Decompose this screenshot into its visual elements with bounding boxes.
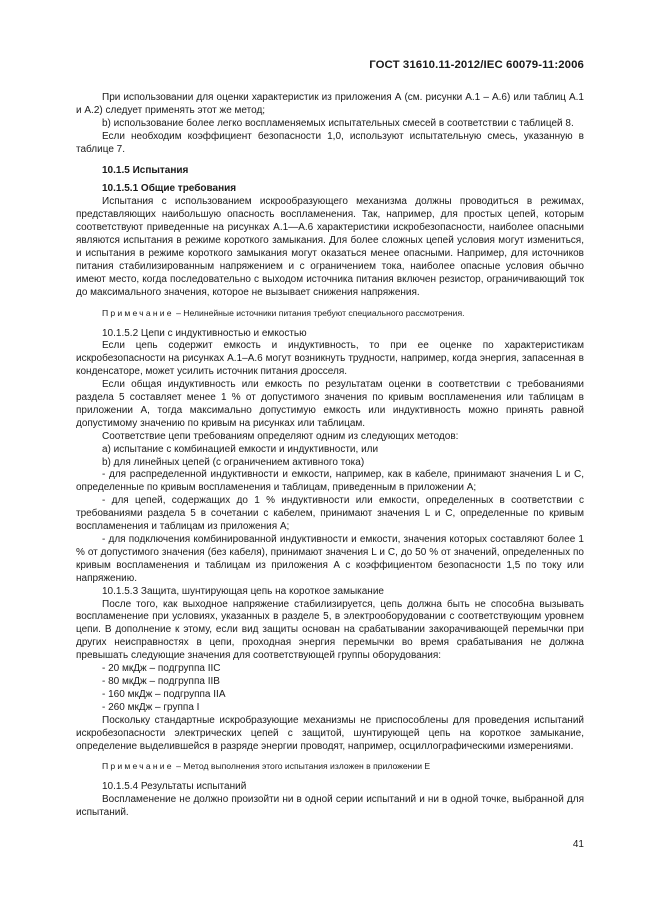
subsection-heading: 10.1.5.1 Общие требования <box>102 183 237 195</box>
document-body <box>76 92 584 820</box>
paragraph: - для цепей, содержащих до 1 % индуктивности или емкости, определенных в соответствии с требованиями раздела 5 в сочетании с кабелем, принимают значения L и C, определенные по кривым воспламенения и таблицам из приложения А; <box>76 495 584 533</box>
paragraph: b) использование более легко воспламеняемых испытательных смесей в соответствии с таблицей 8. <box>102 117 574 129</box>
subsection-heading: 10.1.5.2 Цепи с индуктивностью и емкостью <box>102 327 307 339</box>
paragraph: Воспламенение не должно произойти ни в одной серии испытаний и ни в одной точке, выбранной для испытаний. <box>76 794 584 819</box>
paragraph: При использовании для оценки характеристик из приложения А (см. рисунки А.1 – А.6) или таблиц А.1 и А.2) следует применять этот же метод; <box>76 92 584 116</box>
page-number: 41 <box>572 839 584 850</box>
list-item: - 80 мкДж – подгруппа IIB <box>102 675 220 687</box>
list-item: - 260 мкДж – группа I <box>102 701 200 713</box>
paragraph: b) для линейных цепей (с ограничением активного тока) <box>102 456 365 468</box>
paragraph: Если необходим коэффициент безопасности 1,0, используют испытательную смесь, указанную в таблице 7. <box>76 130 584 155</box>
paragraph: Испытания с использованием искрообразующего механизма должны проводиться в режимах, представляющих наибольшую опасность воспламенения. Так, например, для простых цепей, которым соответствуют приведенные на рисунках А.1—А.6 характеристики искробезопасности, наиболее опасными являются испытания в режиме короткого замыкания. Для более сложных цепей условия могут измениться, и испытания в режиме короткого замыкания могут оказаться менее опасными. Например, для источников питания стабилизированным напряжением и с ограничением тока, наиболее опасные условия обычно имеют место, когда последовательно с выходом источника питания включен резистор, ограничивающий ток до максимального значения, которое не вызывает снижения напряжения. <box>76 196 584 298</box>
subsection-heading: 10.1.5.3 Защита, шунтирующая цепь на короткое замыкание <box>102 585 384 597</box>
paragraph: Если общая индуктивность или емкость по результатам оценки в соответствии с требованиями раздела 5 составляет менее 1 % от допустимого значения по кривым воспламенения или таблицам в приложении А, тогда максимально допустимую емкость или индуктивность можно принять равной допустимому значению по кривым на рисунках или таблицам. <box>76 379 584 429</box>
paragraph: - для подключения комбинированной индуктивности и емкости, значения которых составляют более 1 % от допустимого значения (без кабеля), принимают значения L и C, до 50 % от значений, определенных по кривым воспламенения и таблицам из приложения А с коэффициентом безопасности 1,5 по току или напряжению. <box>76 534 584 584</box>
list-item: - 160 мкДж – подгруппа IIA <box>102 688 226 700</box>
document-header: ГОСТ 31610.11-2012/IEC 60079-11:2006 <box>369 59 584 71</box>
paragraph: а) испытание с комбинацией емкости и индуктивности, или <box>102 443 379 455</box>
paragraph: Если цепь содержит емкость и индуктивность, то при ее оценке по характеристикам искробезопасности на рисунках А.1–А.6 могут возникнуть трудности, например, когда энергия, запасенная в конденсаторе, может усилить источник питания дросселя. <box>76 340 584 378</box>
note-label: Примечание <box>102 761 174 772</box>
list-item: - 20 мкДж – подгруппа IIC <box>102 663 221 675</box>
note <box>76 307 584 320</box>
paragraph: Поскольку стандартные искробразующие механизмы не приспособлены для проведения испытаний искробезопасности электрических цепей с защитой, шунтирующей цепь на короткое замыкание, определение выделившейся в разряде энергии проводят, например, осциллографическими измерениями. <box>76 714 584 752</box>
subsection-heading: 10.1.5.4 Результаты испытаний <box>102 781 247 793</box>
note <box>76 760 584 773</box>
paragraph: После того, как выходное напряжение стабилизируется, цепь должна быть не способна вызывать воспламенение при условиях, указанных в разделе 5, в электрооборудовании с соответствующим уровнем цепи. В дополнение к этому, если вид защиты основан на срабатывании закорачивающей перемычки при других неисправностях в цепи, проходная энергия перемычки во время срабатывания не должна превышать следующие значения для соответствующей группы оборудования: <box>76 598 584 662</box>
note-label: Примечание <box>102 307 174 318</box>
section-heading: 10.1.5 Испытания <box>102 164 189 176</box>
note-text: – Нелинейные источники питания требуют специального рассмотрения. <box>173 307 465 318</box>
note-text: – Метод выполнения этого испытания изложен в приложении Е <box>173 761 431 772</box>
paragraph: - для распределенной индуктивности и емкости, например, как в кабеле, принимают значения L и C, определенные по кривым воспламенения и таблицам, приведенным в приложении А; <box>76 469 584 494</box>
paragraph: Соответствие цепи требованиям определяют одним из следующих методов: <box>102 430 459 442</box>
